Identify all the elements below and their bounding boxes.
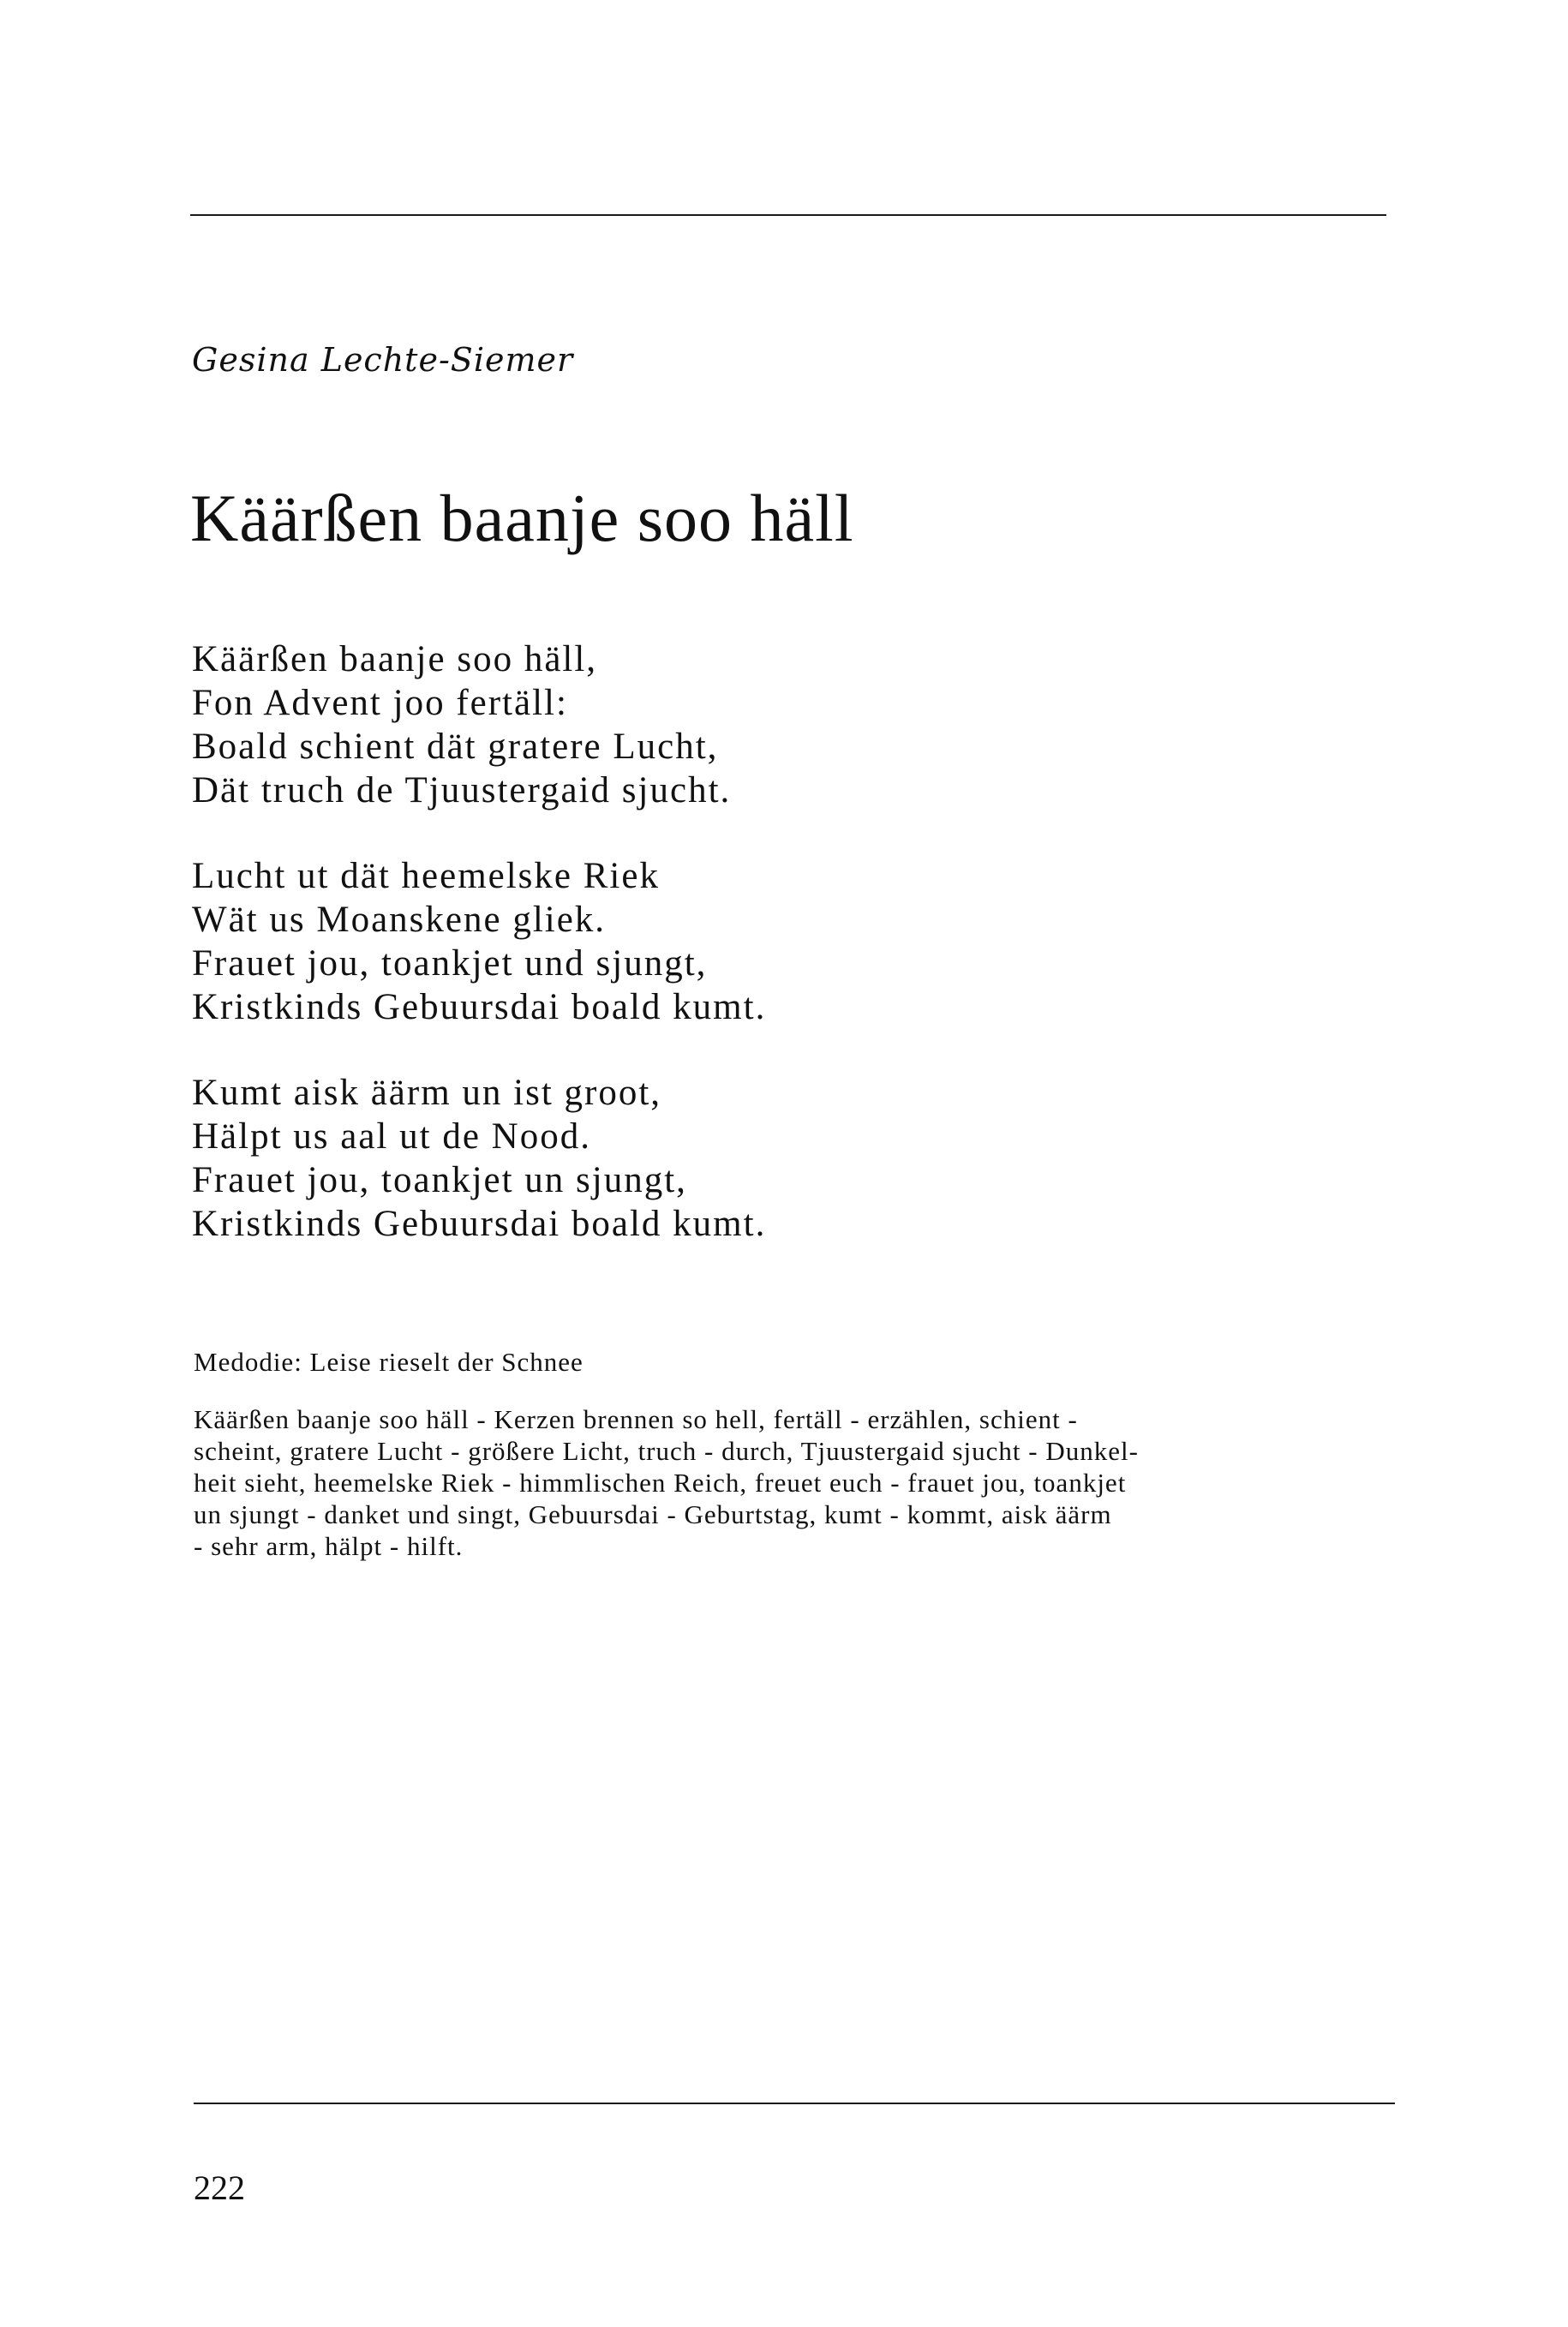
- poem-line: Frauet jou, toankjet und sjungt,: [192, 943, 708, 984]
- poem-line: Dät truch de Tjuustergaid sjucht.: [192, 770, 732, 811]
- page-number: 222: [194, 2168, 245, 2207]
- stanza-2: [192, 854, 1391, 1029]
- poem-line: Wät us Moanskene gliek.: [192, 900, 607, 940]
- stanza-3: [192, 1071, 1391, 1246]
- poem-line: Lucht ut dät heemelske Riek: [192, 856, 660, 896]
- poem-title: Käärßen baanje soo häll: [190, 481, 854, 555]
- glossary-line: Käärßen baanje soo häll - Kerzen brennen so hell, fertäll - erzählen, schient -: [194, 1404, 1078, 1434]
- poem-line: Kristkinds Gebuursdai boald kumt.: [192, 987, 767, 1027]
- poem-line: Käärßen baanje soo häll,: [192, 639, 598, 679]
- poem-line: Boald schient dät gratere Lucht,: [192, 727, 719, 767]
- glossary-line: scheint, gratere Lucht - größere Licht, truch - durch, Tjuustergaid sjucht - Dunkel-: [194, 1436, 1139, 1466]
- stanza-1: [192, 637, 1391, 812]
- glossary-line: - sehr arm, hälpt - hilft.: [194, 1531, 464, 1561]
- melody-note: Medodie: Leise rieselt der Schnee: [194, 1347, 584, 1377]
- glossary-line: un sjungt - danket und singt, Gebuursdai - Geburtstag, kumt - kommt, aisk äärm: [194, 1499, 1112, 1529]
- poem-line: Hälpt us aal ut de Nood.: [192, 1116, 591, 1157]
- poem-line: Frauet jou, toankjet un sjungt,: [192, 1160, 687, 1200]
- glossary-line: heit sieht, heemelske Riek - himmlischen Reich, freuet euch - frauet jou, toankjet: [194, 1468, 1127, 1498]
- author-name: Gesina Lechte-Siemer: [192, 341, 574, 379]
- poem-line: Kristkinds Gebuursdai boald kumt.: [192, 1204, 767, 1244]
- bottom-rule: [194, 2103, 1395, 2104]
- poem-body: [192, 637, 1391, 1288]
- top-rule: [190, 214, 1386, 216]
- poem-line: Fon Advent joo fertäll:: [192, 683, 568, 723]
- poem-line: Kumt aisk äärm un ist groot,: [192, 1073, 662, 1113]
- glossary: [194, 1403, 1397, 1562]
